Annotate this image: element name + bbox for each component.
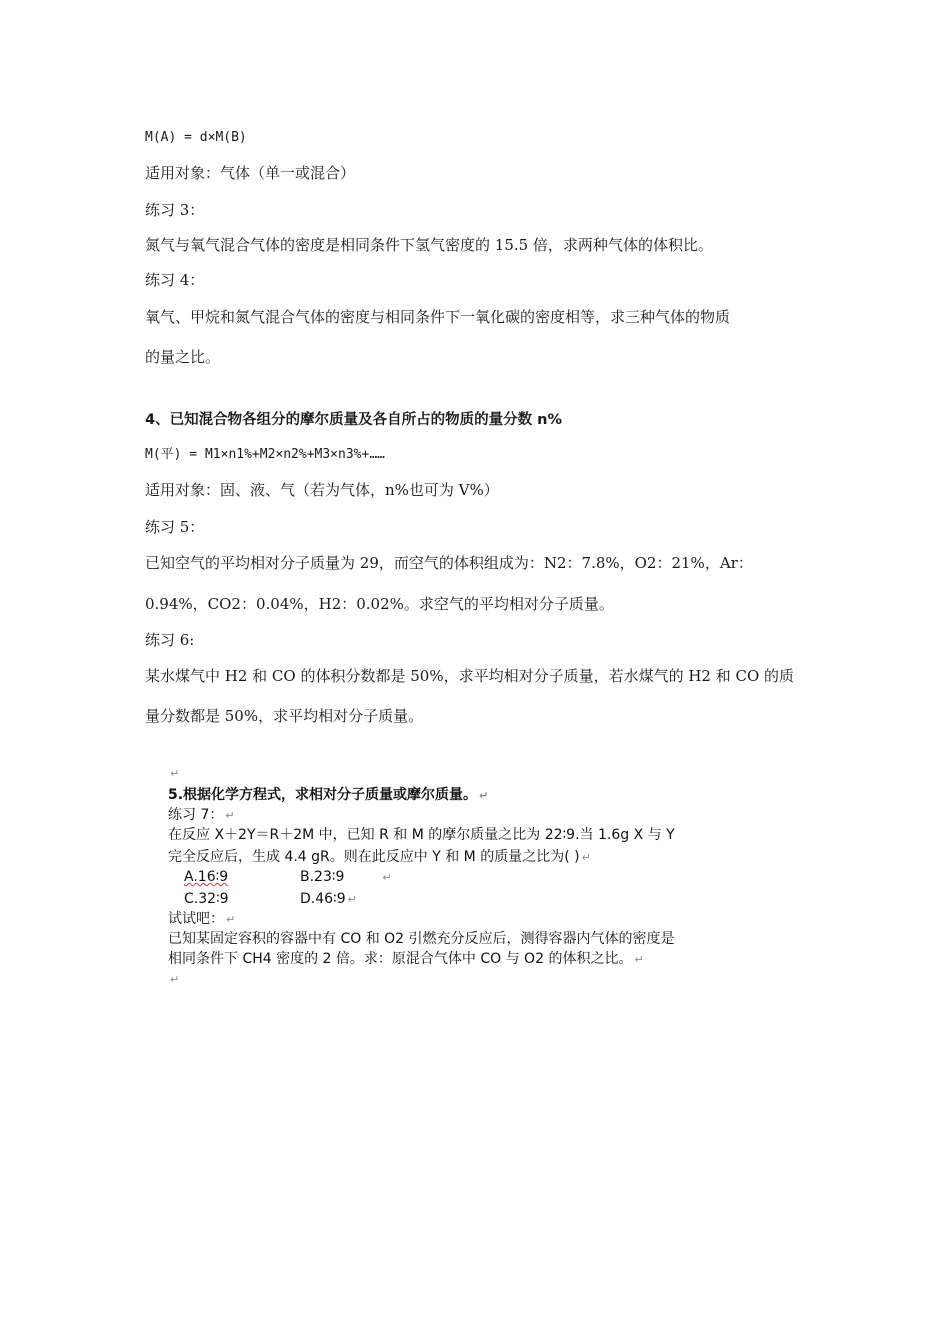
mixture-scope-line: 适用对象：固、液、气（若为气体，n%也可为 V%）	[145, 481, 499, 499]
try-it-label: 试试吧： ↵	[168, 911, 236, 927]
exercise-7-question-2: 完全反应后，生成 4.4 gR。则在此反应中 Y 和 M 的质量之比为( ) ↵	[168, 849, 591, 865]
exercise-5-text-1: 已知空气的平均相对分子质量为 29，而空气的体积组成为：N2：7.8%，O2：21%，Ar：	[145, 554, 753, 572]
formula-line: M(A) = d×M(B)	[145, 130, 247, 145]
exercise-6-label: 练习 6:	[145, 631, 195, 649]
exercise-7-label: 练习 7： ↵	[168, 807, 235, 823]
option-d: D.46∶9 ↵	[300, 891, 357, 907]
exercise-3-label: 练习 3：	[145, 201, 205, 219]
embedded-screenshot	[160, 760, 760, 990]
exercise-3-text: 氮气与氧气混合气体的密度是相同条件下氢气密度的 15.5 倍，求两种气体的体积比。	[145, 236, 713, 254]
exercise-4-text-2: 的量之比。	[145, 348, 221, 366]
mixture-formula-line: M(平) = M1×n1%+M2×n2%+M3×n3%+……	[145, 447, 385, 462]
section-4-heading: 4、已知混合物各组分的摩尔质量及各自所占的物质的量分数 n%	[145, 412, 562, 428]
exercise-4-label: 练习 4：	[145, 271, 205, 289]
option-c: C.32∶9	[184, 891, 229, 907]
exercise-7-question-1: 在反应 X＋2Y＝R＋2M 中，已知 R 和 M 的摩尔质量之比为 22∶9.当 1.6g X 与 Y	[168, 827, 675, 843]
exercise-4-text-1: 氧气、甲烷和氮气混合气体的密度与相同条件下一氧化碳的密度相等，求三种气体的物质	[145, 308, 731, 326]
try-it-text-2: 相同条件下 CH4 密度的 2 倍。求：原混合气体中 CO 与 O2 的体积之比。 ↵	[168, 951, 644, 967]
option-a: A.16∶9	[184, 869, 229, 885]
exercise-6-text-1: 某水煤气中 H2 和 CO 的体积分数都是 50%，求平均相对分子质量，若水煤气的 H2 和 CO 的质	[145, 667, 795, 685]
exercise-5-label: 练习 5：	[145, 518, 205, 536]
return-mark: ↵	[170, 767, 180, 780]
return-mark-end: ↵	[170, 973, 180, 986]
try-it-text-1: 已知某固定容积的容器中有 CO 和 O2 引燃充分反应后，测得容器内气体的密度是	[168, 931, 675, 947]
exercise-6-text-2: 量分数都是 50%，求平均相对分子质量。	[145, 707, 424, 725]
exercise-5-text-2: 0.94%，CO2：0.04%，H2：0.02%。求空气的平均相对分子质量。	[145, 595, 614, 613]
section-5-heading: 5.根据化学方程式，求相对分子质量或摩尔质量。 ↵	[168, 787, 489, 803]
option-b: B.23∶9 ↵	[300, 869, 392, 885]
scope-line: 适用对象：气体（单一或混合）	[145, 164, 356, 182]
